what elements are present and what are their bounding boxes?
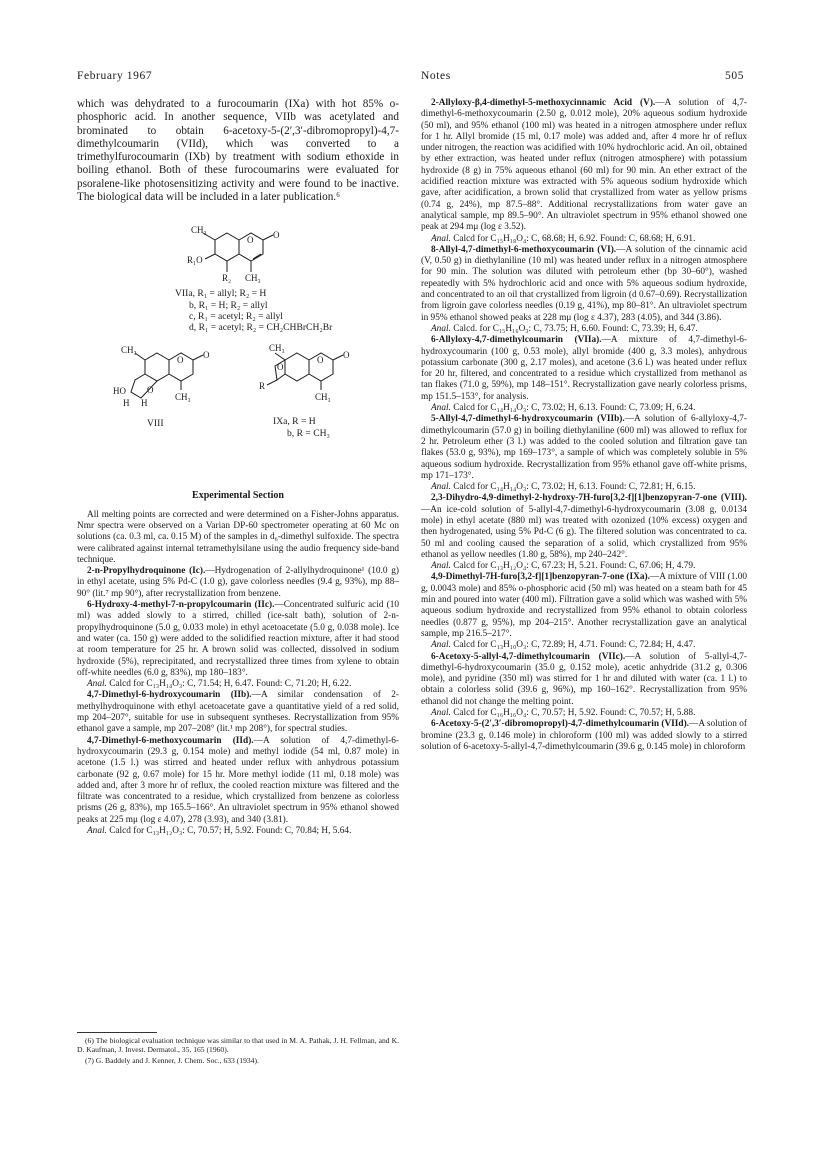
- viii-benzene-ring: [145, 353, 169, 381]
- left-paragraph-0: All melting points are corrected and were determined on a Fisher-Johns apparatus. Nmr spectra were observed on a Varian DP-60 spectrometer operating at 60 Mc on solutions (ca. 0.3 ml, ca. 0.15 M) of the samples in d₆-dimethyl sulfoxide. The spectra were calibrated against internal tetramethylsilane using the audio frequency side-band technique.: [77, 509, 399, 565]
- left-analysis-3: Anal. Calcd for C₁₃H₁₄O₃: C, 71.54; H, 6.47. Found: C, 71.20; H, 6.22.: [87, 679, 352, 690]
- right-paragraph-10: 4,9-Dimethyl-7H-furo[3,2-f][1]benzopyran-7-one (IXa).—A mixture of VIII (1.00 g, 0.0043 mole) and 85% o-phosphoric acid (50 ml) was heated on a steam bath for 45 min and poured into water (400 ml). Filtration gave a solid which was washed with 5% aqueous sodium hydroxide and recrystallized from 95% ethanol to obtain colorless needles (0.877 g, 95%), mp 204–215°. Another recrystallization gave an analytical sample, mp 216.5–217°.: [421, 572, 747, 639]
- vii-substituent-list: [175, 288, 332, 333]
- ix-ch3-4-label: CH₃: [315, 392, 331, 403]
- viii-compound-label: VIII: [147, 418, 164, 430]
- vii-label-b: b, R₁ = H; R₂ = allyl: [189, 299, 268, 311]
- viii-ring-oxygen: O: [177, 355, 184, 366]
- ix-r-label: R: [259, 381, 266, 392]
- right-analysis-1: Anal. Calcd for C₁₅H₁₈O₄: C, 68.68; H, 6.92. Found: C, 68.68; H, 6.91.: [431, 233, 696, 244]
- right-paragraph-0: 2-Allyloxy-β,4-dimethyl-5-methoxycinnamic Acid (V).—A solution of 4,7-dimethyl-6-methoxycoumarin (2.50 g, 0.012 mole), 20% aqueous sodium hydroxide (50 ml), and 95% ethanol (100 ml) was heated in a nitrogen atmosphere under reflux for 1 hr. Allyl bromide (15 ml, 0.17 mole) was added and, after 4 more hr of reflux under nitrogen, the reaction was acidified with 10% hydrochloric acid. An oil, obtained by ether extraction, was heated under reflux (nitrogen atmosphere) with potassium hydroxide (8 g) in 75% aqueous ethanol (60 ml) for 90 min. An ether extract of the acidified reaction mixture was extracted with 5% aqueous sodium hydroxide which gave, after acidification, a brown solid that crystallized from water as yellow prisms (0.74 g, 24%), mp 87.5–88°. Additional recrystallizations from water gave an analytical sample, mp 89.5–90°. An ultraviolet spectrum in 95% ethanol showed one peak at 294 mμ (log ε 3.52).: [421, 98, 747, 233]
- viii-h1-label: H: [123, 398, 130, 409]
- vii-r1o-label: R₁O: [187, 255, 203, 266]
- right-paragraph-2: 8-Allyl-4,7-dimethyl-6-methoxycoumarin (VI).—A solution of the cinnamic acid (V, 0.50 g) in diethylaniline (10 ml) was heated under reflux in a nitrogen atmosphere for 90 min. The solution was diluted with petroleum ether (bp 30–60°), washed repeatedly with 5% hydrochloric acid and once with 5% aqueous sodium hydroxide, and concentrated to an oil that crystallized from ligroin (d 0.67–0.69). Recrystallization from ligroin gave colorless needles (0.19 g, 41%), mp 80–81°. An ultraviolet spectrum in 95% ethanol showed peaks at 228 mμ (log ε 4.37), 283 (4.05), and 344 (3.86).: [421, 244, 747, 323]
- right-analysis-7: Anal. Calcd for C₁₄H₁₄O₃: C, 73.02; H, 6.13. Found: C, 72.81; H, 6.15.: [431, 482, 696, 493]
- left-paragraph-1: 2-n-Propylhydroquinone (Ic).—Hydrogenation of 2-allylhydroquinone¹ (10.0 g) in ethyl acetate, using 5% Pd-C (1.0 g), gave colorless needles (9.4 g, 93%), mp 88–90° (lit.⁷ mp 90°), after recrystallization from benzene.: [77, 566, 399, 599]
- ix-benzene-ring: [285, 353, 309, 381]
- right-analysis-3: Anal. Calcd. for C₁₅H₁₆O₃: C, 73.75; H, 6.60. Found: C, 73.39; H, 6.47.: [431, 323, 698, 334]
- footnotes: [77, 1032, 399, 1068]
- vii-ch3-top-label: CH₃: [191, 225, 207, 236]
- right-analysis-13: Anal. Calcd for C₁₆H₁₆O₄: C, 70.57; H, 5.92. Found: C, 70.57; H, 5.88.: [431, 708, 696, 719]
- right-analysis-11: Anal. Calcd for C₁₃H₁₀O₃: C, 72.89; H, 4.71. Found: C, 72.84; H, 4.47.: [431, 640, 696, 651]
- ix-ring-oxygen: O: [317, 355, 324, 366]
- viii-ho-label: HO: [113, 386, 126, 397]
- running-header-section: Notes: [421, 70, 451, 82]
- left-paragraph-5: 4,7-Dimethyl-6-methoxycoumarin (IId).—A solution of 4,7-dimethyl-6-hydroxycoumarin (29.3 g, 0.154 mole) and methyl iodide (54 ml, 0.87 mole) in acetone (1.5 l.) was stirred and heated under reflux with anhydrous potassium carbonate (92 g, 0.67 mole) for 15 hr. More methyl iodide (11 ml, 0.18 mole) was added and, after 3 more hr of reflux, the cooled reaction mixture was filtered and the filtrate was concentrated to a residue, which crystallized from benzene as colorless prisms (26 g, 83%), mp 165.5–166°. An ultraviolet spectrum in 95% ethanol showed peaks at 225 mμ (log ε 4.07), 278 (3.93), and 340 (3.81).: [77, 735, 399, 825]
- page-number: 505: [725, 70, 745, 82]
- intro-paragraph: which was dehydrated to a furocoumarin (IXa) with hot 85% o-phosphoric acid. In another sequence, VIIb was acetylated and brominated to obtain 6-acetoxy-5-(2′,3′-dibromopropyl)-4,7-dimethylcoumarin (VIId), which was converted to a trimethylfurocoumarin (IXb) by treatment with sodium ethoxide in boiling ethanol. Both of these furocoumarins were evaluated for psoralene-like photosensitizing activity and were found to be inactive. The biological data will be included in a later publication.⁶: [77, 98, 399, 204]
- vii-carbonyl-oxygen: O: [273, 230, 280, 241]
- vii-benzene-ring: [215, 233, 239, 261]
- viii-ch3-4-label: CH₃: [175, 392, 191, 403]
- viii-ch3-top-label: CH₃: [121, 345, 137, 356]
- right-paragraph-8: 2,3-Dihydro-4,9-dimethyl-2-hydroxy-7H-furo[3,2-f][1]benzopyran-7-one (VIII).—An ice-cold solution of 5-allyl-4,7-dimethyl-6-hydroxycoumarin (3.08 g, 0.0134 mole) in ethyl acetate (880 ml) was treated with ozonized (10% excess) oxygen and then hydrogenated, using 5% Pd-C (6 g). The filtered solution was concentrated to ca. 50 ml and cooling caused the separation of a solid, which crystallized from 95% ethanol as yellow needles (1.80 g, 58%), mp 240–242°.: [421, 493, 747, 560]
- vii-ch3-4-label: CH₃: [245, 273, 261, 284]
- ix-carbonyl-oxygen: O: [343, 350, 350, 361]
- running-header-date: February 1967: [77, 70, 153, 82]
- ix-substituent-list: [273, 416, 330, 438]
- left-paragraph-4: 4,7-Dimethyl-6-hydroxycoumarin (IIb).—A similar condensation of 2-methylhydroquinone with ethyl acetoacetate gave a quantitative yield of a red solid, mp 204–207°, suitable for use in subsequent syntheses. Recrystallization from 95% ethanol gave a sample, mp 207–208° (lit.¹ mp 208°), for spectral studies.: [77, 690, 399, 735]
- left-paragraph-2: 6-Hydroxy-4-methyl-7-n-propylcoumarin (IIc).—Concentrated sulfuric acid (10 ml) was added slowly to a stirred, chilled (ice-salt bath), solution of 2-n-propylhydroquinone (5.0 g, 0.033 mole) in ethyl acetoacetate (5.0 g, 0.038 mole). Ice and water (ca. 150 g) were added to the solidified reaction mixture, after it had stood at room temperature for 25 hr. A brown solid was collected, dissolved in sodium hydroxide (5%), reprecipitated, and recrystallized three times from xylene to obtain off-white needles (6.0 g, 83%), mp 180–183°.: [77, 600, 399, 678]
- experimental-section-heading: Experimental Section: [192, 490, 284, 502]
- viii-furan-oxygen: O: [147, 385, 154, 396]
- chemical-structures: [77, 208, 399, 480]
- right-column: [421, 98, 747, 753]
- vii-label-d: d, R₁ = acetyl; R₂ = CH₂CHBrCH₂Br: [189, 321, 333, 333]
- footnote-7: (7) G. Baddely and J. Kenner, J. Chem. Soc., 633 (1934).: [85, 1056, 259, 1066]
- vii-r2-label: R₂: [222, 273, 232, 284]
- right-analysis-5: Anal. Calcd for C₁₄H₁₄O₃: C, 73.02; H, 6.13. Found: C, 73.09; H, 6.24.: [431, 403, 696, 414]
- right-analysis-9: Anal. Calcd for C₁₃H₁₂O₄: C, 67.23; H, 5.21. Found: C, 67.06; H, 4.79.: [431, 561, 696, 572]
- vii-label-a: VIIa, R₁ = allyl; R₂ = H: [175, 288, 267, 300]
- viii-carbonyl-oxygen: O: [203, 350, 210, 361]
- left-analysis-6: Anal. Calcd for C₁₃H₁₂O₃: C, 70.57; H, 5.92. Found: C, 70.84; H, 5.64.: [87, 825, 352, 836]
- right-paragraph-4: 6-Allyloxy-4,7-dimethylcoumarin (VIIa).—A mixture of 4,7-dimethyl-6-hydroxycoumarin (100 g, 0.53 mole), allyl bromide (400 g, 3.3 moles), anhydrous potassium carbonate (300 g, 2.17 moles), and acetone (3.6 l.) was heated under reflux for 20 hr, filtered, and concentrated to a residue which crystallized from methanol as tan flakes (71.0 g, 59%), mp 148–151°. Recrystallization gave nearly colorless prisms, mp 151.5–153°, for analysis.: [421, 335, 747, 402]
- left-column: [77, 98, 399, 837]
- footnote-6: (6) The biological evaluation technique was similar to that used in M. A. Pathak, J. H. Fellman, and K. D. Kaufman, J. Invest. Dermatol., 35, 165 (1960).: [77, 1036, 399, 1055]
- right-last-paragraph: 6-Acetoxy-5-(2′,3′-dibromopropyl)-4,7-dimethylcoumarin (VIId).—A solution of bromine (23.3 g, 0.146 mole) in chloroform (100 ml) was added slowly to a stirred solution of 6-acetoxy-5-allyl-4,7-dimethylcoumarin (39.6 g, 0.145 mole) in chloroform: [421, 719, 747, 752]
- ix-label-b: b, R = CH₃: [287, 427, 330, 439]
- right-paragraph-6: 5-Allyl-4,7-dimethyl-6-hydroxycoumarin (VIIb).—A solution of 6-allyloxy-4,7-dimethylcoumarin (57.0 g) in boiling diethylaniline (600 ml) was allowed to reflux for 2 hr. Petroleum ether (3 l.) was added to the cooled solution and filtration gave tan flakes (53.0 g, 93%), mp 169–173°, a sample of which was completely soluble in 5% aqueous sodium hydroxide. Recrystallization from 95% ethanol gave off-white prisms, mp 171–173°.: [421, 414, 748, 481]
- ix-label-a: IXa, R = H: [273, 416, 316, 428]
- viii-h2-label: H: [141, 398, 148, 409]
- right-paragraph-12: 6-Acetoxy-5-allyl-4,7-dimethylcoumarin (VIIc).—A solution of 5-allyl-4,7-dimethyl-6-hydroxycoumarin (35.0 g, 0.152 mole), acetic anhydride (31.2 g, 0.306 mole), and pyridine (350 ml) was stirred for 1 hr and diluted with water (ca. 1 l.) to obtain a colorless solid (39.6 g, 96%), mp 160–162°. Recrystallization from 95% ethanol did not change the melting point.: [421, 651, 747, 707]
- vii-ring-oxygen: O: [247, 235, 254, 246]
- structure-figure: [77, 208, 399, 480]
- ix-ch3-top-label: CH₃: [269, 343, 285, 354]
- footnote-rule: [77, 1032, 157, 1033]
- vii-label-c: c, R₁ = acetyl; R₂ = allyl: [189, 310, 283, 322]
- ix-furan-oxygen: O: [277, 362, 284, 373]
